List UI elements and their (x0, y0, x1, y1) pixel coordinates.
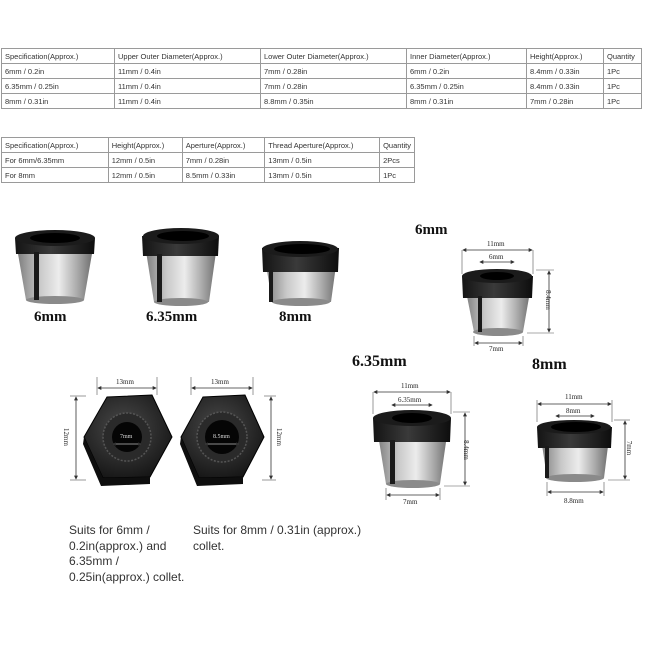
nut-right-height: 12mm (274, 428, 283, 446)
table-header-cell: Aperture(Approx.) (182, 138, 265, 153)
table-cell: 1Pc (604, 94, 642, 109)
table-cell: 1Pc (604, 79, 642, 94)
table-cell: 12mm / 0.5in (108, 153, 182, 168)
dim-upper-diameter: 11mm (401, 382, 419, 390)
table-cell: 8.5mm / 0.33in (182, 168, 265, 183)
dim-inner-diameter: 6.35mm (398, 396, 422, 404)
nut-right-aperture: 8.5mm (213, 434, 230, 440)
table-header-cell: Specification(Approx.) (2, 138, 109, 153)
table-header-cell: Thread Aperture(Approx.) (265, 138, 380, 153)
diagram-title-6mm: 6mm (415, 222, 448, 238)
nut-left-height: 12mm (61, 428, 70, 446)
table-cell: 8mm / 0.31in (2, 94, 115, 109)
table-cell: 11mm / 0.4in (115, 64, 261, 79)
hex-nut-right (180, 377, 276, 486)
dim-inner-diameter: 6mm (489, 253, 504, 261)
table-header-cell: Specification(Approx.) (2, 49, 115, 64)
photo-caption-635mm: 6.35mm (146, 309, 198, 325)
collet-8mm-photo (262, 241, 339, 306)
table-cell: 8.4mm / 0.33in (527, 64, 604, 79)
table-header-cell: Upper Outer Diameter(Approx.) (115, 49, 261, 64)
table-cell: 8.8mm / 0.35in (261, 94, 407, 109)
table-header-cell: Inner Diameter(Approx.) (407, 49, 527, 64)
table-cell: 7mm / 0.28in (261, 79, 407, 94)
nut-right-width: 13mm (211, 378, 229, 386)
note-right: Suits for 8mm / 0.31in (approx.) collet. (193, 523, 362, 553)
photo-caption-6mm: 6mm (34, 309, 67, 325)
table-cell: 6mm / 0.2in (407, 64, 527, 79)
table-cell: 1Pc (380, 168, 415, 183)
collet-6mm-diagram (462, 250, 554, 346)
table-cell: 11mm / 0.4in (115, 79, 261, 94)
collet-6mm-photo (15, 230, 95, 304)
table-header-cell: Height(Approx.) (527, 49, 604, 64)
table-cell: 8.4mm / 0.33in (527, 79, 604, 94)
dim-lower-diameter: 8.8mm (564, 497, 584, 505)
dim-lower-diameter: 7mm (403, 498, 418, 506)
table-header-cell: Quantity (604, 49, 642, 64)
collet-635mm-diagram (373, 392, 470, 500)
collet-635mm-photo (142, 228, 219, 306)
dim-upper-diameter: 11mm (565, 393, 583, 401)
table-cell: For 6mm/6.35mm (2, 153, 109, 168)
hex-nut-left (70, 377, 172, 486)
table-cell: 2Pcs (380, 153, 415, 168)
dim-lower-diameter: 7mm (489, 345, 504, 353)
diagram-title-635mm: 6.35mm (352, 353, 407, 370)
dim-upper-diameter: 11mm (487, 240, 505, 248)
table-header-cell: Height(Approx.) (108, 138, 182, 153)
table-cell: 6mm / 0.2in (2, 64, 115, 79)
photo-caption-8mm: 8mm (279, 309, 312, 325)
dim-height: 8.4mm (543, 290, 552, 310)
table-cell: 7mm / 0.28in (527, 94, 604, 109)
nut-left-aperture: 7mm (120, 434, 133, 440)
table-header-cell: Quantity (380, 138, 415, 153)
dim-height: 8.4mm (461, 440, 470, 460)
nut-left-width: 13mm (116, 378, 134, 386)
table-cell: 8mm / 0.31in (407, 94, 527, 109)
table-cell: 13mm / 0.5in (265, 153, 380, 168)
collet-8mm-diagram (537, 400, 630, 496)
dim-inner-diameter: 8mm (566, 407, 581, 415)
table-cell: 7mm / 0.28in (261, 64, 407, 79)
diagram-title-8mm: 8mm (532, 356, 567, 373)
table-cell: 6.35mm / 0.25in (2, 79, 115, 94)
table-cell: 12mm / 0.5in (108, 168, 182, 183)
table-cell: 11mm / 0.4in (115, 94, 261, 109)
table-cell: For 8mm (2, 168, 109, 183)
table-cell: 1Pc (604, 64, 642, 79)
table-cell: 6.35mm / 0.25in (407, 79, 527, 94)
table-cell: 7mm / 0.28in (182, 153, 265, 168)
table-cell: 13mm / 0.5in (265, 168, 380, 183)
note-left: Suits for 6mm / 0.2in(approx.) and 6.35mm / 0.25in(approx.) collet. (69, 523, 185, 584)
dim-height: 7mm (625, 440, 634, 456)
table-header-cell: Lower Outer Diameter(Approx.) (261, 49, 407, 64)
